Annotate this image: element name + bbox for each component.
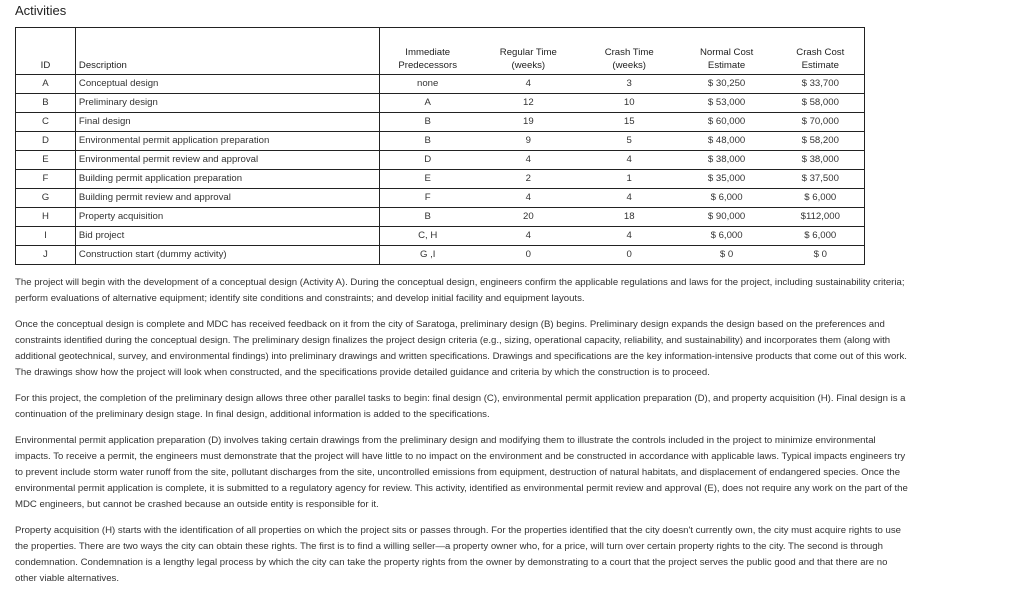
cell-regular-time: 0 <box>525 249 531 260</box>
cell-crash-cost: $ 6,000 <box>777 227 865 246</box>
cell-description: Property acquisition <box>75 208 380 227</box>
cell-id: J <box>16 246 76 265</box>
cell-crash-time: 1 <box>626 173 632 184</box>
cell-crash-cost: $ 33,700 <box>777 75 865 94</box>
cell-description: Environmental permit application preparation <box>75 132 380 151</box>
cell-id: B <box>16 94 76 113</box>
cell-crash-time: 3 <box>626 78 632 89</box>
cell-crash-time: 10 <box>623 97 635 108</box>
cell-id: G <box>16 189 76 208</box>
cell-crash-cost: $ 70,000 <box>777 113 865 132</box>
cell-regular-time: 4 <box>525 192 531 203</box>
header-predecessors: Immediate Predecessors <box>398 47 458 71</box>
description-text <box>15 275 910 597</box>
cell-predecessors: B <box>424 211 431 222</box>
cell-id: A <box>16 75 76 94</box>
header-crash-cost: Crash Cost Estimate <box>777 28 865 75</box>
cell-id: H <box>16 208 76 227</box>
cell-regular-time: 2 <box>525 173 531 184</box>
cell-normal-cost: $ 30,250 <box>707 78 746 89</box>
cell-normal-cost: $ 38,000 <box>707 154 746 165</box>
cell-predecessors: G ,I <box>419 249 436 260</box>
cell-crash-time: 4 <box>626 154 632 165</box>
cell-regular-time: 4 <box>525 78 531 89</box>
cell-predecessors: D <box>424 154 432 165</box>
paragraph: Property acquisition (H) starts with the identification of all properties on which the project sits or passes through. For the properties identified that the city doesn't currently own, the city must acquire rights to use the properties. There are two ways the city can obtain these rights. The first is to find a willing seller—a property owner who, for a price, will turn over certain property rights to the city. The second is through condemnation. Condemnation is a lengthy legal process by which the city can take the property rights from the owner by demonstrating to a court that the project serves the public good and that there are no other viable alternatives. <box>15 525 901 584</box>
cell-normal-cost: $ 53,000 <box>707 97 746 108</box>
cell-id: D <box>16 132 76 151</box>
cell-description: Conceptual design <box>75 75 380 94</box>
paragraph: The project will begin with the development of a conceptual design (Activity A). During the conceptual design, engineers confirm the applicable regulations and laws for the project, including sustainability criteria; perform evaluations of alternative equipment; identify site conditions and constraints; and develop initial facility and equipment layouts. <box>15 277 905 304</box>
cell-crash-cost: $ 58,200 <box>777 132 865 151</box>
table-row <box>16 208 865 227</box>
cell-description: Preliminary design <box>75 94 380 113</box>
cell-regular-time: 9 <box>525 135 531 146</box>
cell-predecessors: A <box>424 97 431 108</box>
cell-description: Construction start (dummy activity) <box>75 246 380 265</box>
table-row <box>16 189 865 208</box>
cell-normal-cost: $ 90,000 <box>707 211 746 222</box>
cell-description: Building permit review and approval <box>75 189 380 208</box>
cell-regular-time: 4 <box>525 230 531 241</box>
cell-normal-cost: $ 0 <box>719 249 734 260</box>
table-row <box>16 151 865 170</box>
page-title: Activities <box>15 3 67 18</box>
header-description: Description <box>75 28 380 75</box>
header-row <box>16 28 865 75</box>
cell-crash-time: 5 <box>626 135 632 146</box>
table-row <box>16 94 865 113</box>
cell-crash-cost: $ 6,000 <box>777 189 865 208</box>
cell-crash-cost: $112,000 <box>777 208 865 227</box>
cell-predecessors: F <box>424 192 431 203</box>
cell-id: F <box>16 170 76 189</box>
header-normal-cost: Normal Cost Estimate <box>699 47 754 71</box>
paragraph: Environmental permit application preparation (D) involves taking certain drawings from the preliminary design and modifying them to illustrate the controls included in the project to minimize environmental impacts. To receive a permit, the engineers must demonstrate that the project will have little to no impact on the environment and be constructed in accordance with applicable laws. Typical impacts engineers try to prevent include storm water runoff from the site, pollutant discharges from the site, uncontrolled emissions from equipment, destruction of natural habitats, and displacement of endangered species. Once the environmental permit application is complete, it is submitted to a regulatory agency for review. This activity, identified as environmental permit review and approval (E), does not require any work on the part of the MDC engineers, but cannot be crashed because an outside entity is responsible for it. <box>15 435 908 510</box>
cell-normal-cost: $ 48,000 <box>707 135 746 146</box>
header-regular-time: Regular Time (weeks) <box>499 47 557 71</box>
cell-predecessors: B <box>424 116 431 127</box>
paragraph: Once the conceptual design is complete and MDC has received feedback on it from the city of Saratoga, preliminary design (B) begins. Preliminary design expands the design based on the preferences and constraints identified during the conceptual design. The preliminary design finalizes the project design criteria (e.g., sizing, operational capacity, reliability, and sustainability) and incorporates them (along with additional geotechnical, survey, and environmental findings) into preliminary drawings and written specifications. Drawings and specifications are the key information-intensive products that come out of this work. The drawings show how the project will look when constructed, and the specifications provide detailed guidance and criteria by which the construction is to proceed. <box>15 319 907 378</box>
cell-description: Environmental permit review and approval <box>75 151 380 170</box>
table-row <box>16 246 865 265</box>
cell-regular-time: 4 <box>525 154 531 165</box>
table-row <box>16 170 865 189</box>
cell-regular-time: 20 <box>523 211 534 222</box>
cell-description: Final design <box>75 113 380 132</box>
cell-crash-time: 4 <box>626 230 632 241</box>
cell-predecessors: B <box>424 135 431 146</box>
cell-predecessors: none <box>417 78 439 89</box>
activities-table <box>15 27 865 265</box>
cell-crash-cost: $ 58,000 <box>777 94 865 113</box>
cell-description: Building permit application preparation <box>75 170 380 189</box>
cell-crash-time: 15 <box>623 116 635 127</box>
cell-crash-cost: $ 37,500 <box>777 170 865 189</box>
cell-crash-time: 18 <box>623 211 635 222</box>
header-id: ID <box>16 28 76 75</box>
cell-regular-time: 12 <box>523 97 534 108</box>
cell-predecessors: E <box>424 173 431 184</box>
cell-crash-cost: $ 0 <box>777 246 865 265</box>
table-row <box>16 132 865 151</box>
cell-normal-cost: $ 35,000 <box>707 173 746 184</box>
cell-normal-cost: $ 6,000 <box>710 230 743 241</box>
table-row <box>16 227 865 246</box>
cell-id: E <box>16 151 76 170</box>
paragraph: For this project, the completion of the preliminary design allows three other parallel tasks to begin: final design (C), environmental permit application preparation (D), and property acquisition (H). Final design is a continuation of the preliminary design stage. In final design, additional information is added to the specifications. <box>15 393 906 420</box>
cell-regular-time: 19 <box>523 116 534 127</box>
cell-crash-time: 0 <box>626 249 632 260</box>
table-row <box>16 75 865 94</box>
cell-description: Bid project <box>75 227 380 246</box>
cell-normal-cost: $ 60,000 <box>707 116 746 127</box>
cell-predecessors: C, H <box>418 230 438 241</box>
cell-crash-cost: $ 38,000 <box>777 151 865 170</box>
table-row <box>16 113 865 132</box>
cell-id: C <box>16 113 76 132</box>
cell-crash-time: 4 <box>626 192 632 203</box>
cell-normal-cost: $ 6,000 <box>710 192 743 203</box>
cell-id: I <box>16 227 76 246</box>
header-crash-time: Crash Time (weeks) <box>604 47 654 71</box>
